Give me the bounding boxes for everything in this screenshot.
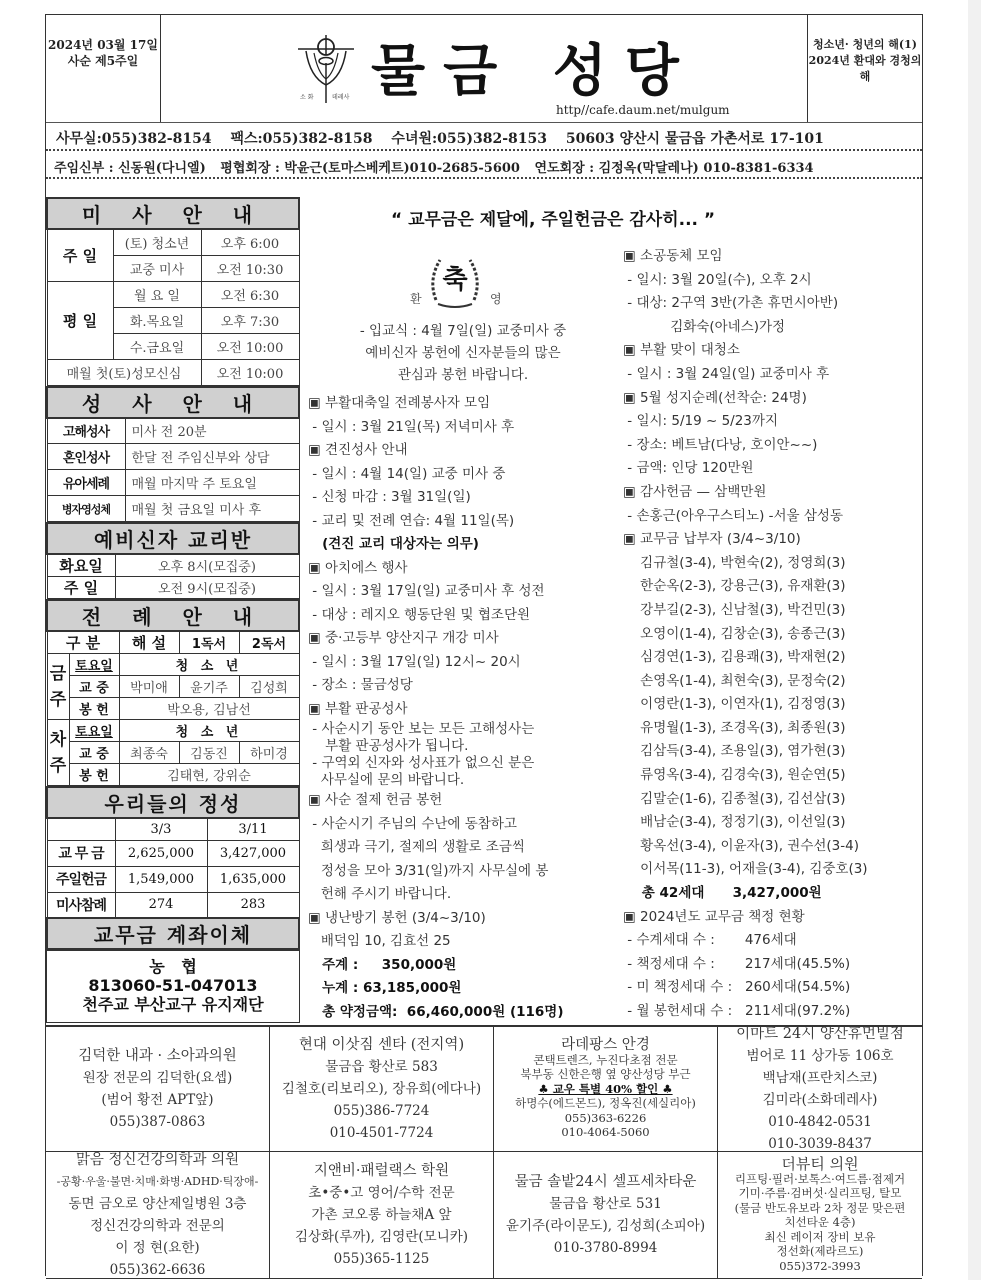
notice-line: 김화숙(아네스)가정 bbox=[623, 318, 786, 335]
mass-time: 오후 6:00 bbox=[201, 229, 299, 255]
offering-value: 3,427,000 bbox=[207, 840, 299, 866]
column-header: 구 분 bbox=[47, 631, 119, 654]
notice-heading: ▣ 사순 절제 헌금 봉헌 bbox=[308, 789, 618, 813]
ad-line: 백남재(프란치스코) bbox=[762, 1070, 878, 1086]
mass-schedule-table bbox=[46, 197, 300, 386]
ad-line: 055)363-6226 bbox=[564, 1110, 647, 1125]
notice-line: - 일시: 5/19 ~ 5/23까지 bbox=[623, 413, 778, 430]
catechumen-table bbox=[46, 522, 300, 599]
notice-line: - 대상 : 레지오 행동단원 및 협조단원 bbox=[308, 606, 531, 623]
liturgy-table bbox=[46, 599, 300, 786]
second-reader: 하미경 bbox=[239, 742, 299, 764]
ad-line: 물금읍 황산로 531 bbox=[549, 1196, 662, 1212]
ad-line: 055)387-0863 bbox=[109, 1114, 206, 1130]
notice-heading: ▣ 2024년도 교무금 책정 현황 bbox=[623, 906, 923, 930]
convent-phone: 수녀원:055)382-8153 bbox=[391, 131, 548, 147]
notice-line: 배덕임 10, 김효선 25 bbox=[308, 933, 451, 949]
ad-line: 기미·주름·검버섯·실리프팅, 탈모 bbox=[738, 1186, 902, 1200]
sacrament-value: 매월 마지막 주 토요일 bbox=[125, 470, 299, 496]
notice-line: - 손홍근(아우구스티노) -서울 삼성동 bbox=[623, 507, 844, 524]
mass-time: 오후 7:30 bbox=[201, 307, 299, 333]
issue-date: 2024년 03월 17일 bbox=[48, 38, 158, 52]
ad-line: 리프팅·필러·보톡스·여드름·점제거 bbox=[734, 1171, 906, 1186]
ad-line: 가촌 코오롱 하늘채A 앞 bbox=[311, 1207, 452, 1223]
notice-line: - 일시 : 3월 17일(일) 12시~ 20시 bbox=[308, 653, 521, 670]
notice-line: - 일시 : 4월 14(일) 교중 미사 중 bbox=[308, 465, 506, 482]
notice-line: 오영이(1-4), 김창순(3), 송종근(3) bbox=[623, 625, 846, 642]
notice-line: - 구역외 신자와 성사표가 없으신 분은 bbox=[308, 755, 535, 771]
liturgical-week: 사순 제5주일 bbox=[67, 54, 139, 68]
next-week-label: 차주 bbox=[47, 720, 69, 786]
second-reader: 김성희 bbox=[239, 676, 299, 698]
notice-line: 김말순(1-6), 김종철(3), 김선삼(3) bbox=[623, 790, 846, 807]
svg-text:축: 축 bbox=[442, 265, 468, 295]
ad-line: 이 정 현(요한) bbox=[115, 1240, 200, 1256]
notice-line: 부활 판공성사가 됩니다. bbox=[308, 738, 469, 754]
ad-line: 055)386-7724 bbox=[333, 1103, 430, 1119]
ad-line: (범어 황전 APT앞) bbox=[101, 1092, 214, 1108]
notice-line: 배남순(3-4), 정정기(3), 이선일(3) bbox=[623, 814, 846, 831]
catechumen-label: 주 일 bbox=[47, 577, 115, 599]
mass-name: 화.목요일 bbox=[113, 307, 201, 333]
council-president: 평협회장 : 박윤근(토마스베케트)010-2685-5600 bbox=[220, 161, 520, 176]
first-reader: 김동진 bbox=[179, 742, 239, 764]
ad-line: 하명수(에드몬드), 정옥진(세실리아) bbox=[515, 1096, 696, 1111]
laurel-wreath-icon bbox=[426, 252, 484, 310]
left-column bbox=[46, 197, 300, 1023]
monthly-mass-time: 오전 10:00 bbox=[201, 359, 299, 385]
ad-line: 범어로 11 상가동 106호 bbox=[746, 1048, 894, 1064]
notice-highlight: 총 42세대 3,427,000원 bbox=[623, 885, 822, 902]
notice-line: 김규철(3-4), 박현숙(2), 정영희(3) bbox=[623, 554, 846, 571]
notice-heading: ▣ 아치에스 행사 bbox=[308, 557, 618, 581]
notice-heading: ▣ 냉난방기 봉헌 (3/4~3/10) bbox=[308, 907, 618, 931]
transfer-title: 교무금 계좌이체 bbox=[47, 918, 299, 949]
notice-line: - 사순시기 주님의 수난에 동참하고 bbox=[308, 815, 517, 832]
welcome-text bbox=[308, 320, 618, 386]
masthead bbox=[46, 15, 922, 123]
catechumen-title: 예비신자 교리반 bbox=[47, 523, 299, 554]
notice-line: 김삼득(3-4), 조용일(3), 염가현(3) bbox=[623, 743, 846, 760]
svg-text:데레사: 데레사 bbox=[332, 94, 350, 101]
notice-line: - 일시: 3월 20일(수), 오후 2시 bbox=[623, 271, 812, 288]
saturday-label: 토요일 bbox=[69, 720, 119, 742]
ad-title: 지앤비·패럴랙스 학원 bbox=[313, 1163, 450, 1179]
monthly-mass-name: 매월 첫(토)성모신심 bbox=[47, 359, 201, 385]
pastor: 주임신부 : 신동원(다니엘) bbox=[54, 161, 206, 176]
notice-line: 심경연(1-3), 김용쾌(3), 박재현(2) bbox=[623, 649, 846, 666]
mass-time: 오전 10:00 bbox=[201, 333, 299, 359]
offering-value: 2,625,000 bbox=[115, 840, 207, 866]
notice-line: - 사순시기 동안 보는 모든 고해성사는 bbox=[308, 721, 535, 737]
ad-line: 초•중•고 영어/수학 전문 bbox=[308, 1185, 455, 1201]
notice-line: - 신청 마감 : 3월 31일(일) bbox=[308, 489, 471, 505]
offering-label: 교 무 금 bbox=[47, 840, 115, 866]
offerings-title: 우리들의 정성 bbox=[47, 787, 299, 818]
notice-line: 헌해 주시기 바랍니다. bbox=[308, 886, 452, 902]
main-mass-label: 교 중 bbox=[69, 676, 119, 698]
date-header: 3/11 bbox=[207, 818, 299, 840]
ad-box bbox=[718, 1027, 922, 1152]
ad-box bbox=[46, 1027, 270, 1152]
main-mass-label: 교 중 bbox=[69, 742, 119, 764]
ad-line: 010-4064-5060 bbox=[561, 1125, 650, 1140]
notice-heading: ▣ 부활대축일 전례봉사자 모임 bbox=[308, 392, 618, 416]
notice-heading: ▣ 5월 성지순례(선착순: 24명) bbox=[623, 387, 923, 411]
sacrament-label: 유아세례 bbox=[47, 470, 125, 496]
offering-value: 274 bbox=[115, 892, 207, 918]
mass-schedule-title: 미 사 안 내 bbox=[47, 198, 299, 229]
staff-bar bbox=[46, 151, 922, 179]
commentator: 박미애 bbox=[119, 676, 179, 698]
date-header: 3/3 bbox=[115, 818, 207, 840]
cafe-url[interactable]: http//cafe.daum.net/mulgum bbox=[556, 103, 730, 117]
title-box bbox=[161, 15, 807, 122]
notice-line: - 장소 : 물금성당 bbox=[308, 677, 413, 693]
notice-line: - 책정세대 수 : 217세대(45.5%) bbox=[623, 955, 851, 972]
notice-heading: ▣ 감사헌금 — 삼백만원 bbox=[623, 481, 923, 505]
offering-value: 1,635,000 bbox=[207, 866, 299, 892]
ad-title: 라데팡스 안경 bbox=[561, 1037, 650, 1054]
address: 50603 양산시 물금읍 가촌서로 17-101 bbox=[565, 131, 824, 147]
commentator: 최종숙 bbox=[119, 742, 179, 764]
sacrament-label: 병자영성체 bbox=[47, 496, 125, 522]
notice-highlight: 총 약정금액: 66,460,000원 (116명) bbox=[308, 1003, 564, 1020]
offerings-table bbox=[46, 786, 300, 950]
bank-name: 농 협 bbox=[149, 957, 197, 976]
notice-line: - 일시 : 3월 24일(일) 교중미사 후 bbox=[623, 365, 830, 382]
notice-line: 이영란(1-3), 이연자(1), 김정영(3) bbox=[623, 696, 846, 713]
saturday-team: 청 소 년 bbox=[119, 720, 299, 742]
saturday-team: 청 소 년 bbox=[119, 654, 299, 676]
ad-line: 055)362-6636 bbox=[109, 1262, 206, 1278]
ad-title: 맑음 정신건강의학과 의원 bbox=[75, 1152, 240, 1168]
ad-line: 010-3780-8994 bbox=[553, 1240, 658, 1256]
first-reader: 윤기주 bbox=[179, 676, 239, 698]
ad-line: -공황·우울·불면·치매·화병·ADHD·틱장애- bbox=[56, 1175, 259, 1188]
ad-line: 010-4842-0531 bbox=[768, 1114, 872, 1130]
notice-line: 손영옥(1-4), 최현숙(3), 문정숙(2) bbox=[623, 672, 846, 689]
welcome-emblem bbox=[366, 250, 556, 310]
offertory-label: 봉 헌 bbox=[69, 698, 119, 720]
headline-quote: “ 교무금은 제달에, 주일헌금은 감사히... ” bbox=[391, 210, 716, 230]
sacrament-value: 한달 전 주임신부와 상담 bbox=[125, 444, 299, 470]
ad-title: 현대 이삿짐 센타 (전지역) bbox=[298, 1037, 465, 1053]
mass-name: (토) 청소년 bbox=[113, 229, 201, 255]
welcome-line: 예비신자 봉헌에 신자분들의 많은 bbox=[365, 345, 561, 361]
offertory-names: 박오용, 김남선 bbox=[119, 698, 299, 720]
notice-line: 정성을 모아 3/31(일)까지 사무실에 봉 bbox=[308, 862, 549, 879]
notice-heading: ▣ 교무금 납부자 (3/4~3/10) bbox=[623, 528, 923, 552]
notice-line: 이서목(11-3), 어재을(3-4), 김중호(3) bbox=[623, 861, 868, 878]
ad-box bbox=[270, 1027, 494, 1152]
column-header: 해 설 bbox=[119, 631, 179, 654]
offertory-names: 김태현, 강위순 bbox=[119, 764, 299, 786]
offering-label: 주일헌금 bbox=[47, 866, 115, 892]
welcome-line: - 입교식 : 4월 7일(일) 교중미사 중 bbox=[359, 323, 567, 339]
notice-line: 희생과 극기, 절제의 생활로 조금씩 bbox=[308, 839, 525, 855]
office-phone: 사무실:055)382-8154 bbox=[56, 131, 212, 147]
column-header: 2독서 bbox=[239, 631, 299, 654]
ad-title: 물금 솔밭24시 셀프세차타운 bbox=[514, 1174, 697, 1190]
welcome-right: 영 bbox=[490, 292, 502, 306]
weekday-label: 평 일 bbox=[47, 281, 113, 359]
notice-line: - 교리 및 전례 연습: 4월 11일(목) bbox=[308, 512, 515, 529]
notice-line: 황옥선(3-4), 이윤자(3), 권수선(3-4) bbox=[623, 837, 859, 854]
ad-line: 김상화(루까), 김영란(모니카) bbox=[294, 1229, 469, 1245]
ad-line: 정신건강의학과 전문의 bbox=[90, 1218, 225, 1234]
fax-number: 팩스:055)382-8158 bbox=[230, 131, 373, 147]
ad-box bbox=[494, 1152, 718, 1279]
sacraments-table bbox=[46, 386, 300, 523]
bulletin-page bbox=[45, 14, 923, 1276]
scrollbar[interactable] bbox=[968, 0, 981, 1280]
ad-line: 원장 전문의 김덕한(요셉) bbox=[82, 1070, 233, 1086]
mass-name: 월 요 일 bbox=[113, 281, 201, 307]
welcome-line: 관심과 봉헌 바랍니다. bbox=[397, 367, 529, 383]
notice-line: - 대상: 2구역 3반(가촌 휴먼시아반) bbox=[623, 295, 839, 312]
notice-highlight: 주계 : 350,000원 bbox=[308, 956, 457, 973]
notice-heading: ▣ 부활 맞이 대청소 bbox=[623, 339, 923, 363]
offering-value: 1,549,000 bbox=[115, 866, 207, 892]
ad-box bbox=[718, 1152, 922, 1279]
svg-text:소 화: 소 화 bbox=[300, 94, 314, 101]
ad-line: 최신 레이저 장비 보유 bbox=[764, 1229, 876, 1244]
mass-time: 오전 10:30 bbox=[201, 255, 299, 281]
empty-header bbox=[47, 818, 115, 840]
ad-title: 김덕한 내과 · 소아과의원 bbox=[78, 1048, 237, 1064]
sunday-label: 주 일 bbox=[47, 229, 113, 281]
catechumen-value: 오전 9시(모집중) bbox=[115, 577, 299, 599]
notice-line: 유명월(1-3), 조경옥(3), 최종원(3) bbox=[623, 719, 846, 736]
sacrament-value: 매월 첫 금요일 미사 후 bbox=[125, 496, 299, 522]
ad-line: 010-4501-7724 bbox=[329, 1125, 434, 1141]
ad-line: 055)365-1125 bbox=[333, 1251, 430, 1267]
theme-box bbox=[807, 15, 922, 122]
mass-time: 오전 6:30 bbox=[201, 281, 299, 307]
sponsor-ads bbox=[46, 1025, 922, 1277]
notice-highlight: 누계 : 63,185,000원 bbox=[308, 980, 462, 996]
notice-heading: ▣ 부활 판공성사 bbox=[308, 698, 618, 722]
notice-line: - 금액: 인당 120만원 bbox=[623, 460, 754, 477]
notice-line: 사무실에 문의 바랍니다. bbox=[308, 772, 465, 788]
parish-title: 물금 성당 bbox=[371, 39, 697, 104]
ad-line: 윤기주(라이문도), 김성희(소피아) bbox=[505, 1218, 706, 1234]
right-notices bbox=[623, 245, 923, 1024]
account-holder: 천주교 부산교구 유지재단 bbox=[82, 995, 264, 1014]
account-number: 813060-51-047013 bbox=[88, 976, 258, 995]
ad-line: 정선화(제라르도) bbox=[776, 1244, 864, 1258]
ad-line: 김철호(리보리오), 장유희(에다나) bbox=[281, 1081, 482, 1097]
offering-value: 283 bbox=[207, 892, 299, 918]
notice-line: 한순옥(2-3), 강용근(3), 유재환(3) bbox=[623, 578, 846, 595]
mass-name: 교중 미사 bbox=[113, 255, 201, 281]
date-box bbox=[46, 15, 161, 122]
notice-line: - 월 봉헌세대 수 : 211세대(97.2%) bbox=[623, 1003, 851, 1019]
notice-line: - 장소: 베트남(다낭, 호이안~~) bbox=[623, 436, 818, 453]
ad-line: 동면 금오로 양산제일병원 3층 bbox=[68, 1196, 247, 1212]
ad-line: ♣ 교우 특별 40% 할인 ♣ bbox=[538, 1081, 673, 1096]
ad-box bbox=[270, 1152, 494, 1279]
welcome-left: 환 bbox=[410, 292, 422, 306]
ad-line: 콘택트렌즈, 누진다초점 전문 bbox=[533, 1052, 678, 1067]
ad-box bbox=[46, 1152, 270, 1279]
ad-line: 김미라(소화데레사) bbox=[762, 1092, 878, 1108]
ad-line: 010-3039-8437 bbox=[768, 1136, 872, 1152]
ad-box bbox=[494, 1027, 718, 1152]
legion-president: 연도회장 : 김정옥(막달레나) 010-8381-6334 bbox=[534, 161, 814, 176]
notice-line: - 수계세대 수 : 476세대 bbox=[623, 932, 797, 949]
ad-line: 치선타운 4층) bbox=[784, 1215, 856, 1229]
saturday-label: 토요일 bbox=[69, 654, 119, 676]
notice-highlight: (견진 교리 대상자는 의무) bbox=[308, 536, 479, 552]
notice-line: - 일시 : 3월 21일(목) 저녁미사 후 bbox=[308, 418, 515, 435]
center-notices bbox=[308, 392, 618, 1024]
notice-line: - 일시 : 3월 17일(일) 교중미사 후 성전 bbox=[308, 583, 545, 599]
ad-line: 북부동 신한은행 옆 양산성당 부근 bbox=[520, 1067, 691, 1082]
catechumen-value: 오후 8시(모집중) bbox=[115, 554, 299, 577]
ad-line: 055)372-3993 bbox=[779, 1258, 861, 1273]
theme-line-1: 청소년· 청년의 해(1) bbox=[813, 38, 917, 51]
notice-heading: ▣ 소공동체 모임 bbox=[623, 245, 923, 269]
contact-bar bbox=[46, 123, 922, 151]
notice-line: 강부길(2-3), 신남철(3), 박건민(3) bbox=[623, 601, 846, 618]
mass-name: 수.금요일 bbox=[113, 333, 201, 359]
account-box bbox=[46, 950, 300, 1023]
notice-line: 류영옥(3-4), 김경숙(3), 원순연(5) bbox=[623, 767, 846, 784]
notice-heading: ▣ 중·고등부 양산지구 개강 미사 bbox=[308, 627, 618, 651]
ad-title: 더뷰티 의원 bbox=[781, 1155, 859, 1173]
church-logo-icon bbox=[296, 33, 356, 103]
theme-line-2: 2024년 환대와 경청의 해 bbox=[808, 54, 922, 83]
notice-line: - 미 책정세대 수 : 260세대(54.5%) bbox=[623, 979, 851, 996]
ad-line: 물금읍 황산로 583 bbox=[325, 1059, 438, 1075]
sacrament-label: 고해성사 bbox=[47, 418, 125, 444]
column-header: 1독서 bbox=[179, 631, 239, 654]
offering-label: 미사참례 bbox=[47, 892, 115, 918]
sacrament-label: 혼인성사 bbox=[47, 444, 125, 470]
offertory-label: 봉 헌 bbox=[69, 764, 119, 786]
catechumen-label: 화요일 bbox=[47, 554, 115, 577]
this-week-label: 금주 bbox=[47, 654, 69, 720]
ad-title: 이마트 24시 양산휴먼빌점 bbox=[736, 1027, 904, 1042]
notice-heading: ▣ 견진성사 안내 bbox=[308, 439, 618, 463]
sacraments-title: 성 사 안 내 bbox=[47, 387, 299, 418]
ad-line: (물금 반도유보라 2차 정문 맞은편 bbox=[734, 1200, 906, 1215]
sacrament-value: 미사 전 20분 bbox=[125, 418, 299, 444]
liturgy-title: 전 례 안 내 bbox=[47, 600, 299, 631]
